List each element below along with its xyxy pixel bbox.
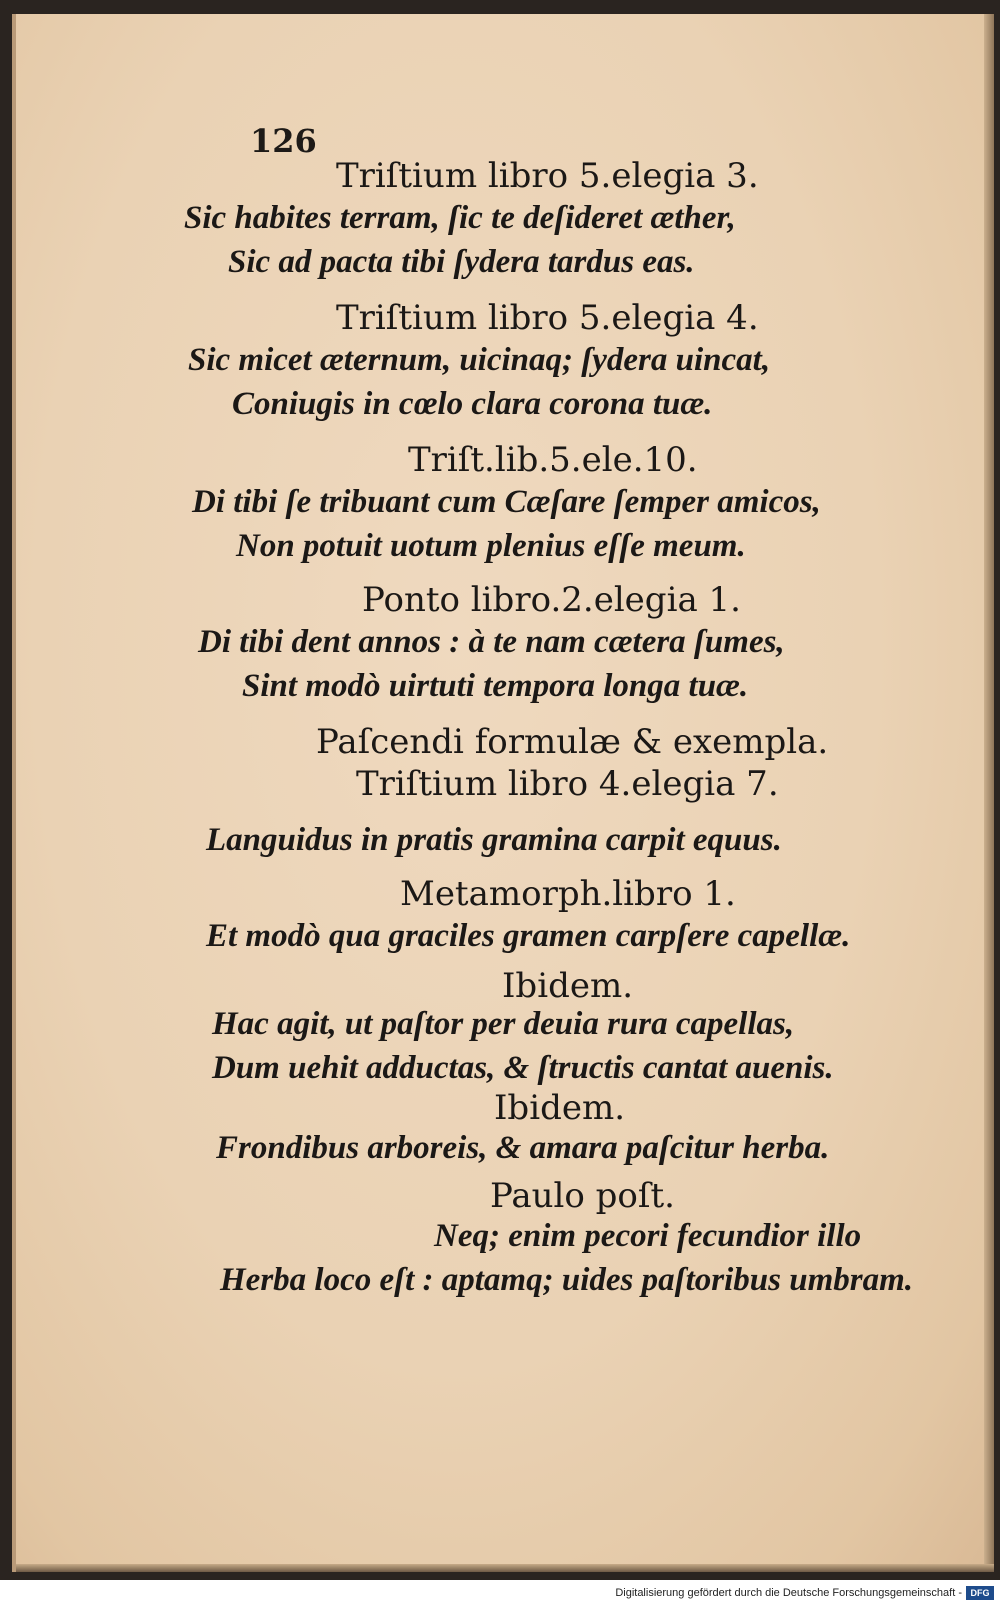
heading-line: Paſcendi formulæ & exempla. xyxy=(316,722,829,762)
heading-line: Ibidem. xyxy=(494,1088,626,1128)
heading-line: Triſtium libro 4.elegia 7. xyxy=(356,764,779,804)
heading-line: Ibidem. xyxy=(502,966,634,1006)
page-bottom-edge xyxy=(16,1564,994,1572)
dfg-logo: DFG xyxy=(966,1586,994,1600)
verse-line: Sint modò uirtuti tempora longa tuæ. xyxy=(242,668,749,704)
heading-line: Ponto libro.2.elegia 1. xyxy=(362,580,741,620)
page-edge xyxy=(984,14,994,1572)
verse-line: Dum uehit adductas, & ſtructis cantat auenis. xyxy=(212,1050,834,1086)
verse-line: Languidus in pratis gramina carpit equus. xyxy=(206,822,782,858)
heading-line: Triſt.lib.5.ele.10. xyxy=(408,440,698,480)
verse-line: Coniugis in cœlo clara corona tuæ. xyxy=(232,386,713,422)
verse-line: Herba loco eſt : aptamq; uides paſtoribus umbram. xyxy=(220,1262,913,1298)
verse-line: Non potuit uotum plenius eſſe meum. xyxy=(236,528,746,564)
verse-line: Et modò qua graciles gramen carpſere capellæ. xyxy=(206,918,851,954)
verse-line: Hac agit, ut paſtor per deuia rura capellas, xyxy=(212,1006,795,1042)
verse-line: Sic ad pacta tibi ſydera tardus eas. xyxy=(228,244,695,280)
page-number: 126 xyxy=(250,122,317,160)
heading-line: Triſtium libro 5.elegia 4. xyxy=(336,298,759,338)
verse-line: Frondibus arboreis, & amara paſcitur herba. xyxy=(216,1130,830,1166)
verse-line: Neq; enim pecori fecundior illo xyxy=(434,1218,862,1254)
verse-line: Sic habites terram, ſic te deſideret æther, xyxy=(184,200,736,236)
heading-line: Metamorph.libro 1. xyxy=(400,874,736,914)
heading-line: Triſtium libro 5.elegia 3. xyxy=(336,156,759,196)
verse-line: Di tibi ſe tribuant cum Cæſare ſemper amicos, xyxy=(192,484,821,520)
verse-line: Sic micet æternum, uicinaq; ſydera uincat, xyxy=(188,342,771,378)
digitization-credit: Digitalisierung gefördert durch die Deutsche Forschungsgemeinschaft - xyxy=(615,1587,962,1599)
heading-line: Paulo poſt. xyxy=(490,1176,675,1216)
verse-line: Di tibi dent annos : à te nam cætera ſumes, xyxy=(198,624,785,660)
